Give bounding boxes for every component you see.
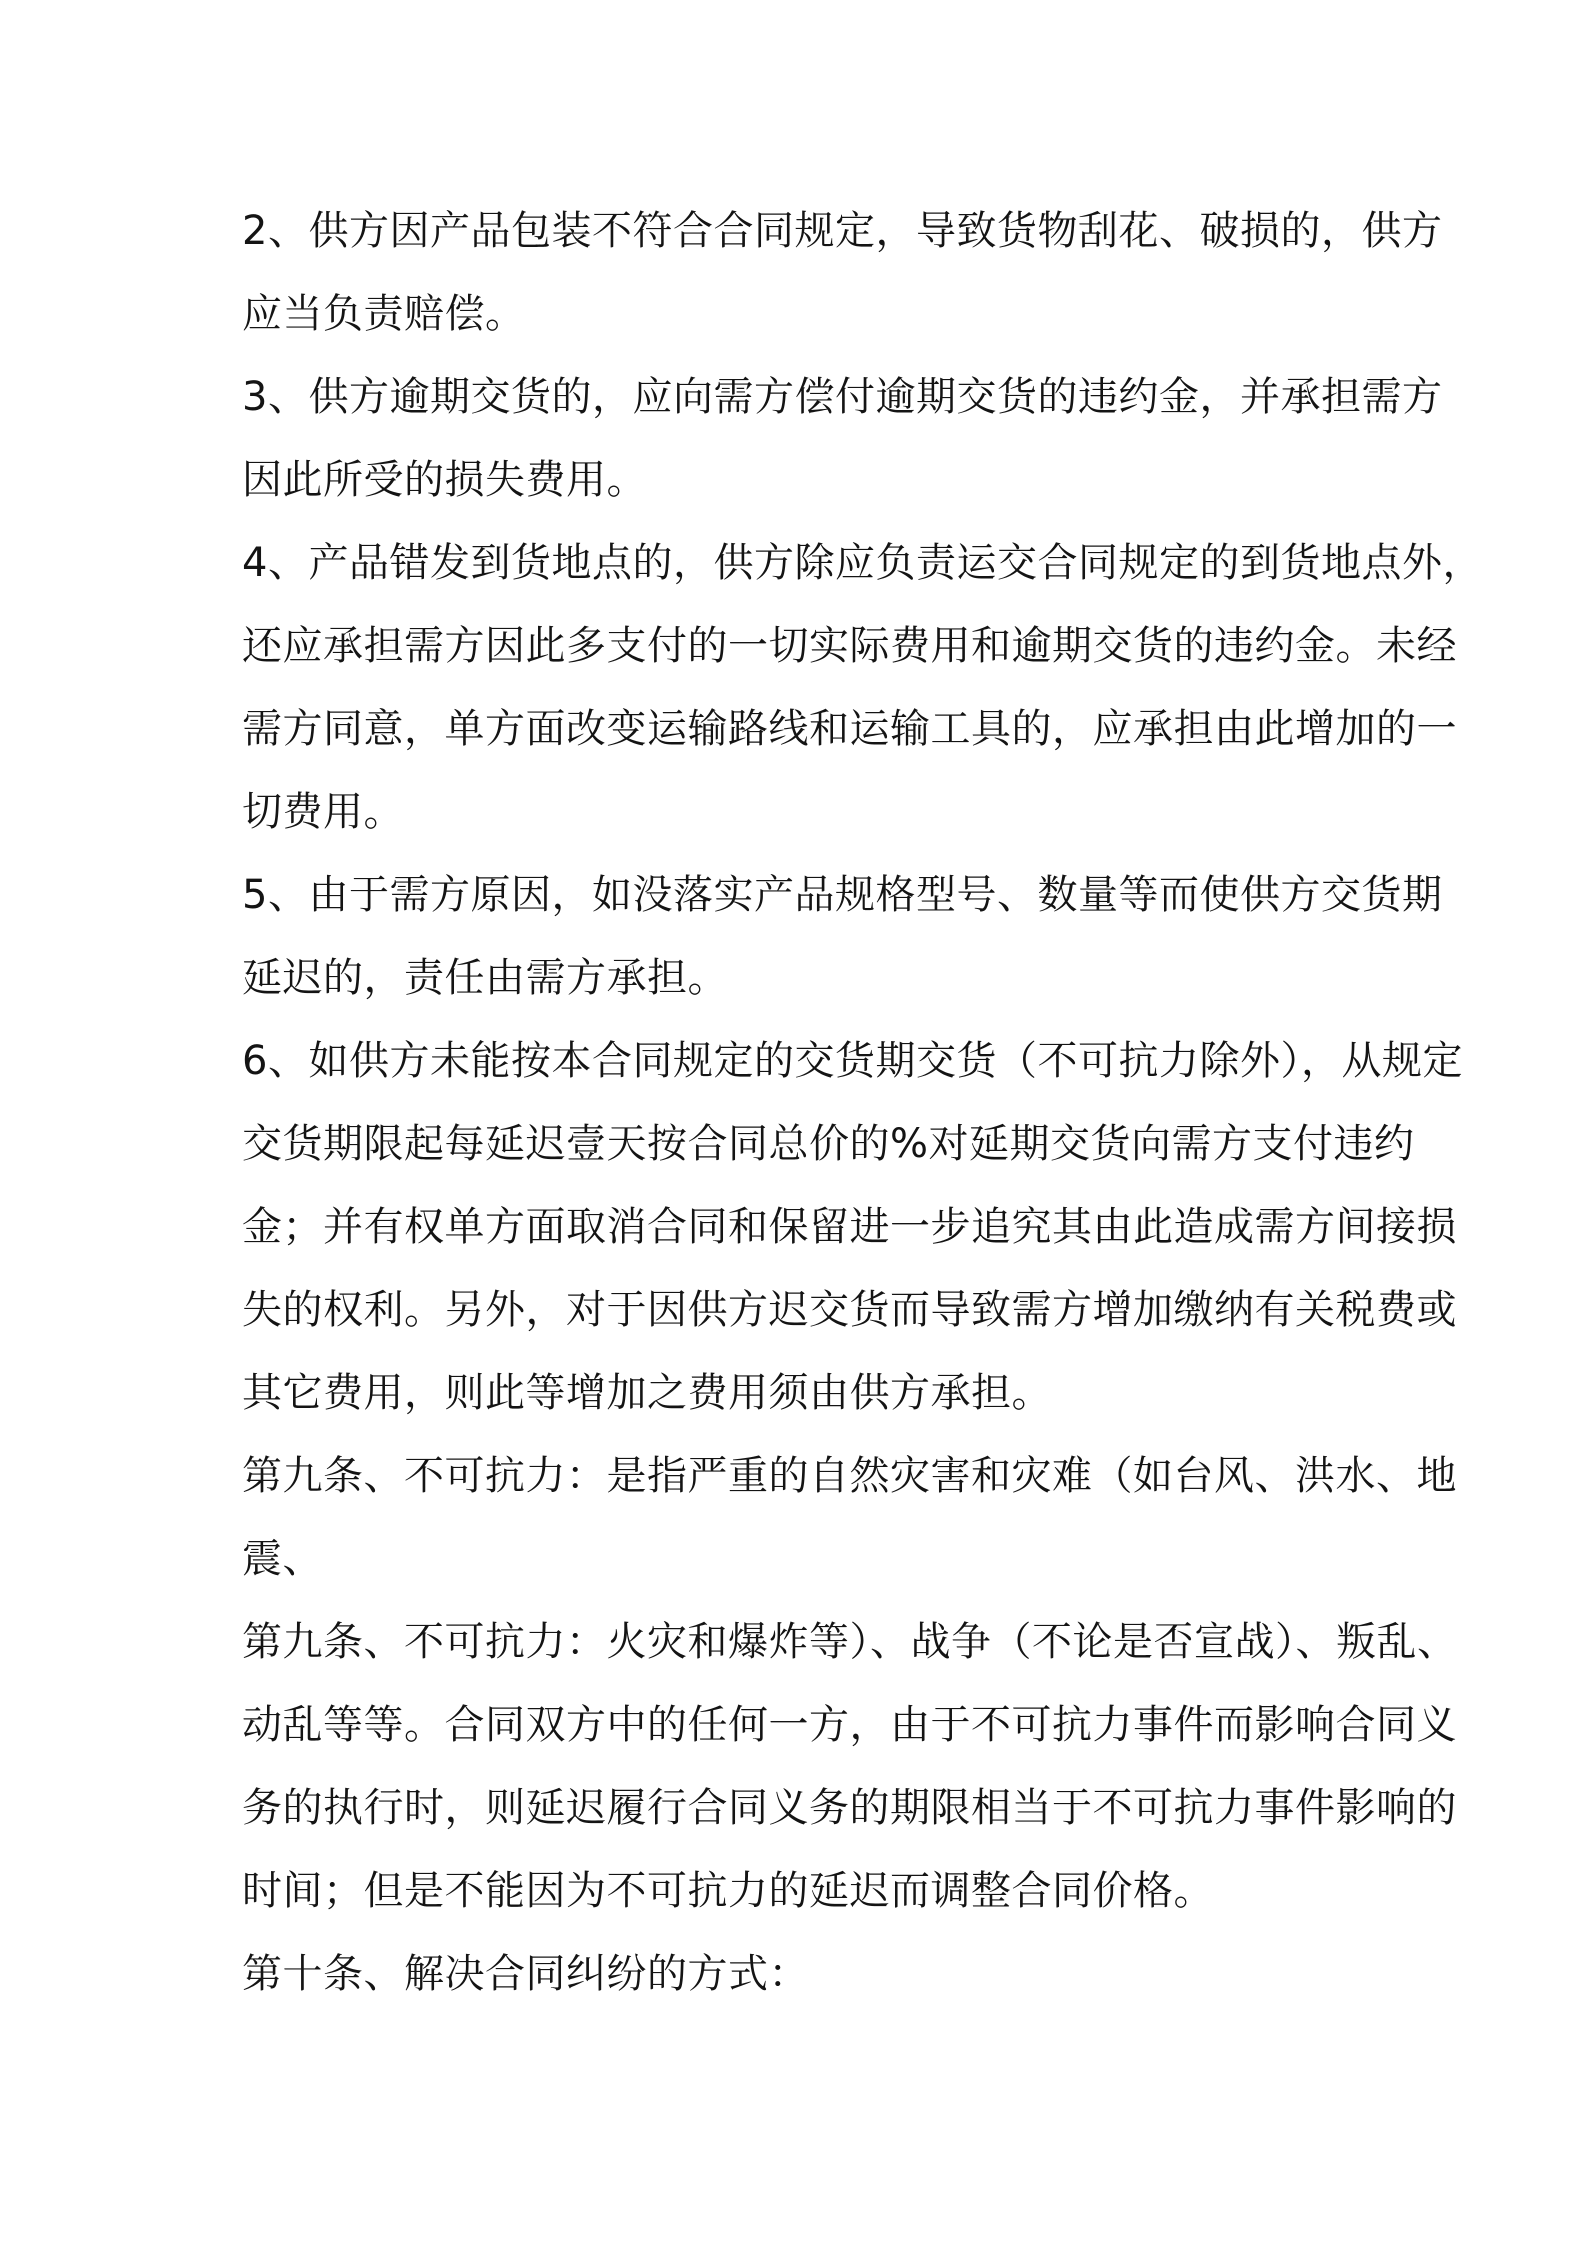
text-line: 5、由于需方原因，如没落实产品规格型号、数量等而使供方交货期	[242, 872, 1443, 918]
clause-2-packaging	[242, 190, 1443, 356]
text-line: 金；并有权单方面取消合同和保留进一步追究其由此造成需方间接损	[242, 1204, 1457, 1250]
document-body	[242, 190, 1483, 2016]
text-line: 务的执行时，则延迟履行合同义务的期限相当于不可抗力事件影响的	[242, 1785, 1457, 1831]
text-line: 第九条、不可抗力：火灾和爆炸等）、战争（不论是否宣战）、叛乱、	[242, 1619, 1458, 1665]
text-line: 第九条、不可抗力：是指严重的自然灾害和灾难（如台风、洪水、地	[242, 1453, 1457, 1499]
text-line: 还应承担需方因此多支付的一切实际费用和逾期交货的违约金。未经	[242, 623, 1457, 669]
clause-5-buyer-delay	[242, 854, 1443, 1020]
text-line: 2、供方因产品包装不符合合同规定，导致货物刮花、破损的，供方	[242, 208, 1443, 254]
article-10-dispute-resolution	[242, 1933, 1362, 2016]
text-line: 震、	[242, 1536, 323, 1582]
clause-6-penalty	[242, 1020, 1463, 1435]
article-9-force-majeure-b	[242, 1601, 1458, 1933]
clause-3-late-delivery	[242, 356, 1443, 522]
article-9-force-majeure-a	[242, 1435, 1457, 1601]
text-line: 第十条、解决合同纠纷的方式：	[242, 1951, 809, 1997]
text-line: 需方同意，单方面改变运输路线和运输工具的，应承担由此增加的一	[242, 706, 1457, 752]
text-line: 时间；但是不能因为不可抗力的延迟而调整合同价格。	[242, 1868, 1214, 1914]
text-line: 动乱等等。合同双方中的任何一方，由于不可抗力事件而影响合同义	[242, 1702, 1457, 1748]
text-line: 延迟的，责任由需方承担。	[242, 955, 728, 1001]
text-line: 交货期限起每延迟壹天按合同总价的%对延期交货向需方支付违约	[242, 1121, 1415, 1167]
text-line: 其它费用，则此等增加之费用须由供方承担。	[242, 1370, 1052, 1416]
text-line: 应当负责赔偿。	[242, 291, 526, 337]
clause-4-wrong-destination	[242, 522, 1483, 854]
text-line: 切费用。	[242, 789, 404, 835]
text-line: 6、如供方未能按本合同规定的交货期交货（不可抗力除外），从规定	[242, 1038, 1463, 1084]
text-line: 3、供方逾期交货的，应向需方偿付逾期交货的违约金，并承担需方	[242, 374, 1443, 420]
text-line: 因此所受的损失费用。	[242, 457, 647, 503]
text-line: 4、产品错发到货地点的，供方除应负责运交合同规定的到货地点外，	[242, 540, 1483, 586]
text-line: 失的权利。另外，对于因供方迟交货而导致需方增加缴纳有关税费或	[242, 1287, 1457, 1333]
